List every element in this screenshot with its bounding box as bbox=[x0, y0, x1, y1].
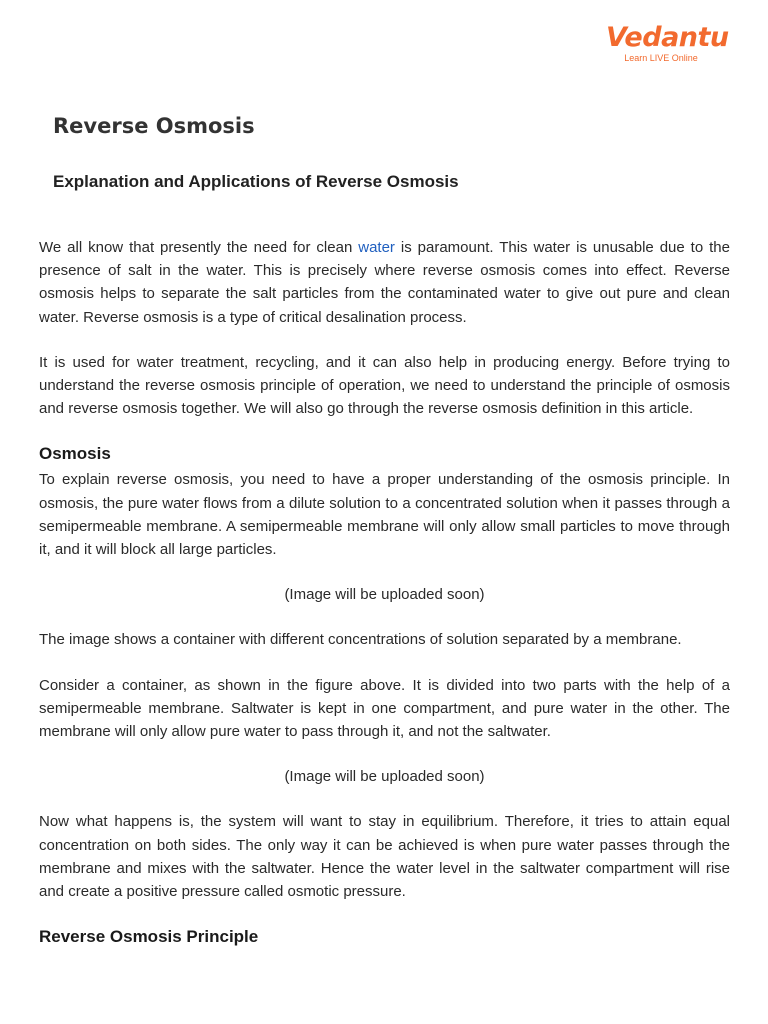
vedantu-logo[interactable] bbox=[606, 22, 729, 64]
section-heading-principle: Reverse Osmosis Principle bbox=[39, 927, 259, 947]
osmosis-paragraph-3: Consider a container, as shown in the figure above. It is divided into two parts with the help of a semipermeable membrane. Saltwater is kept in one compartment, and pure water in the other. The membrane will only allow pure water to pass through it, and not the saltwater. bbox=[39, 676, 730, 741]
water-link[interactable]: water bbox=[358, 239, 395, 256]
intro-paragraph-1 bbox=[39, 236, 730, 329]
intro-text-after: is paramount. This water is unusable due to the presence of salt in the water. This is precisely where reverse osmosis comes into effect. Reverse osmosis helps to separate the salt particles from the contaminated water to give out pure and clean water. Reverse osmosis is a type of critical desalination process. bbox=[39, 239, 730, 326]
article-body bbox=[39, 236, 730, 951]
logo-wordmark: Vedantu bbox=[606, 22, 729, 53]
intro-paragraph-2: It is used for water treatment, recycling, and it can also help in producing energy. Before trying to understand the reverse osmosis principle of operation, we need to understand the principle of osmosis and reverse osmosis together. We will also go through the reverse osmosis definition in this article. bbox=[39, 353, 730, 418]
intro-text-before: We all know that presently the need for clean bbox=[39, 239, 359, 256]
image-placeholder-1: (Image will be uploaded soon) bbox=[284, 586, 485, 604]
image-placeholder-2: (Image will be uploaded soon) bbox=[284, 768, 485, 786]
page-title: Reverse Osmosis bbox=[53, 114, 255, 138]
page-subtitle: Explanation and Applications of Reverse Osmosis bbox=[53, 172, 459, 191]
osmosis-paragraph-1: To explain reverse osmosis, you need to have a proper understanding of the osmosis principle. In osmosis, the pure water flows from a dilute solution to a concentrated solution when it passes through a semipermeable membrane. A semipermeable membrane will only allow small particles to move through it, and it will block all large particles. bbox=[39, 471, 730, 559]
osmosis-paragraph-2: The image shows a container with different concentrations of solution separated by a membrane. bbox=[39, 631, 682, 649]
logo-tagline: Learn LIVE Online bbox=[624, 53, 698, 63]
osmosis-paragraph-4: Now what happens is, the system will want to stay in equilibrium. Therefore, it tries to attain equal concentration on both sides. The only way it can be achieved is when pure water passes through the membrane and mixes with the saltwater. Hence the water level in the saltwater compartment will rise and create a positive pressure called osmotic pressure. bbox=[39, 813, 730, 901]
section-heading-osmosis: Osmosis bbox=[39, 444, 111, 464]
